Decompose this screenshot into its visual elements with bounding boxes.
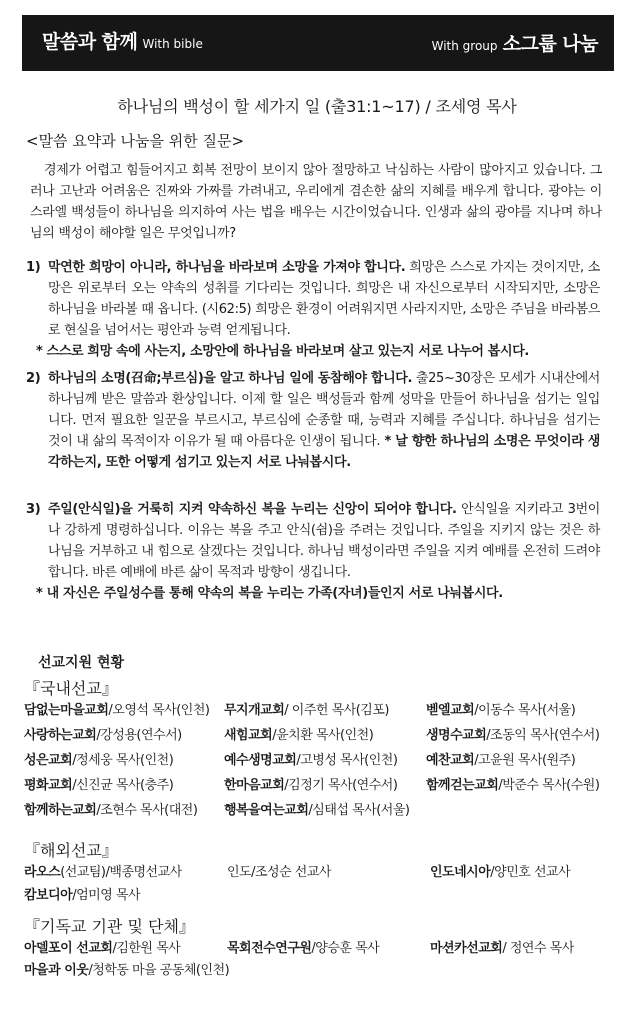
organizations-label: 『기독교 기관 및 단체』 <box>24 917 195 936</box>
church-name: 함께하는교회 <box>24 803 97 818</box>
header-banner <box>22 15 614 71</box>
mission-entry <box>24 727 182 745</box>
church-name: 새힘교회 <box>224 728 273 743</box>
mission-entry <box>224 802 409 820</box>
mission-entry <box>227 940 379 958</box>
missionary-name: /정세웅 목사(인천) <box>72 753 174 768</box>
country-name: 라오스 <box>24 865 61 880</box>
church-name: 함께걷는교회 <box>426 778 499 793</box>
missionary-name: /신진균 목사(충주) <box>72 778 174 793</box>
mission-entry <box>426 777 599 795</box>
church-name: 생명수교회 <box>426 728 487 743</box>
question-text: 안식일을 지키라고 3번이나 강하게 명령하십니다. 이유는 복을 주고 안식(쉼)을 주려는 것입니다. 주일을 지키지 않는 것은 하나님을 거부하고 내 힘으로 살겠다는 것입니다. 하나님 백성이라면 주일을 지켜 예배를 온전히 드려야 합니다. 바른 예배에 바른 삶이 목적과 방향이 생깁니다. <box>48 502 600 580</box>
question-body <box>48 368 600 473</box>
question-text: 희망은 스스로 가지는 것이지만, 소망은 위로부터 오는 약속의 성취를 기다리는 것입니다. 희망은 내 자신으로부터 시작되지만, 소망은 하나님을 바라볼 때 옵니다. (시62:5) 희망은 환경이 어려워지면 사라지지만, 소망은 주님을 바라봄으로 현실을 넘어서는 평안과 능력 얻게됩니다. <box>48 260 600 338</box>
missionary-name: /양승훈 목사 <box>311 941 380 956</box>
mission-entry <box>224 727 373 745</box>
mission-entry <box>24 702 209 720</box>
church-name: 사랑하는교회 <box>24 728 97 743</box>
mission-entry <box>24 864 182 882</box>
mission-entry <box>426 752 575 770</box>
question-body <box>48 257 600 341</box>
question-number: 2) <box>26 371 41 386</box>
organization-name: 마션카선교회 <box>430 941 503 956</box>
discussion-prompt: * 내 자신은 주일성수를 통해 약속의 복을 누리는 가족(자녀)들인지 서로 나눠봅시다. <box>36 586 503 601</box>
header-right <box>432 29 598 56</box>
church-name: 예수생명교회 <box>224 753 297 768</box>
organization-name: 아델포이 선교회 <box>24 941 113 956</box>
mission-entry <box>426 702 575 720</box>
domestic-missions-label: 『국내선교』 <box>24 679 118 698</box>
question-bold: 막연한 희망이 아니라, 하나님을 바라보며 소망을 가져야 합니다. <box>48 260 406 275</box>
mission-entry <box>24 802 197 820</box>
church-name: 담없는마을교회 <box>24 703 109 718</box>
missionary-name: /심태섭 목사(서울) <box>308 803 410 818</box>
question-2 <box>26 368 600 473</box>
missionary-name: /강성용(연수서) <box>96 728 182 743</box>
church-name: 평화교회 <box>24 778 73 793</box>
missionary-name: / 이주헌 목사(김포) <box>284 703 389 718</box>
church-name: 무지개교회 <box>224 703 285 718</box>
question-body <box>48 499 600 583</box>
missionary-name: (선교팀)/백종명선교사 <box>60 865 182 880</box>
missionary-name: / 정연수 목사 <box>502 941 574 956</box>
mission-entry <box>24 752 173 770</box>
missionary-name: 인도/조성순 선교사 <box>227 865 331 880</box>
missionary-name: /윤치환 목사(인천) <box>272 728 374 743</box>
mission-entry <box>430 940 574 958</box>
church-name: 성은교회 <box>24 753 73 768</box>
church-name: 행복을여는교회 <box>224 803 309 818</box>
header-right-korean: 소그룹 나눔 <box>502 33 598 55</box>
mission-entry <box>24 887 140 905</box>
mission-entry <box>227 864 331 882</box>
header-left-english: With bible <box>142 37 203 51</box>
missionary-name: /김정기 목사(연수서) <box>284 778 398 793</box>
mission-entry <box>224 752 397 770</box>
discussion-prompt: * 스스로 희망 속에 사는지, 소망안에 하나님을 바라보며 살고 있는지 서로 나누어 봅시다. <box>36 344 530 359</box>
missionary-name: /조동익 목사(연수서) <box>486 728 600 743</box>
missionary-name: /고윤원 목사(원주) <box>474 753 576 768</box>
mission-entry <box>430 864 570 882</box>
question-bold: 주일(안식일)을 거룩히 지켜 약속하신 복을 누리는 신앙이 되어야 합니다. <box>48 502 457 517</box>
discussion-prompt: * 날 향한 하나님의 소명은 무엇이라 생각하는지, 또한 어떻게 섬기고 있는지 서로 나눠봅시다. <box>48 434 600 470</box>
question-bold: 하나님의 소명(召命;부르심)을 알고 하나님 일에 동참해야 합니다. <box>48 371 413 386</box>
header-right-english: With group <box>431 39 498 53</box>
missionary-name: /김한원 목사 <box>112 941 181 956</box>
mission-entry <box>426 727 599 745</box>
overseas-missions-label: 『해외선교』 <box>24 841 118 860</box>
sermon-intro: 경제가 어렵고 힘들어지고 회복 전망이 보이지 않아 절망하고 낙심하는 사람이 많아지고 있습니다. 그러나 고난과 어려움은 진짜와 가짜를 가려내고, 우리에게 겸손한 삶의 지혜를 배우게 합니다. 광야는 이스라엘 백성들이 하나님을 의지하여 사는 법을 배우는 시간이었습니다. 인생과 삶의 광야를 지나며 하나님의 백성이 해야할 일은 무엇입니까? <box>30 163 602 241</box>
sermon-title: 하나님의 백성이 할 세가지 일 (출31:1~17) / 조세영 목사 <box>117 97 517 116</box>
question-number: 3) <box>26 502 41 517</box>
missionary-name: /이동수 목사(서울) <box>474 703 576 718</box>
header-left-korean: 말씀과 함께 <box>42 31 138 53</box>
missionary-name: /오영석 목사(인천) <box>108 703 210 718</box>
mission-entry <box>224 702 389 720</box>
church-name: 벧엘교회 <box>426 703 475 718</box>
missions-heading: 선교지원 현황 <box>38 655 125 671</box>
mission-entry <box>24 940 180 958</box>
question-number: 1) <box>26 260 41 275</box>
missionary-name: /박준수 목사(수원) <box>498 778 600 793</box>
organization-name: 마을과 이웃 <box>24 963 89 978</box>
missionary-name: /엄미영 목사 <box>72 888 141 903</box>
country-name: 캄보디아 <box>24 888 73 903</box>
mission-entry <box>24 777 173 795</box>
sermon-subheading: <말씀 요약과 나눔을 위한 질문> <box>26 132 245 150</box>
missionary-name: /양민호 선교사 <box>490 865 571 880</box>
question-1 <box>26 257 600 362</box>
country-name: 인도네시아 <box>430 865 491 880</box>
missionary-name: /청학동 마을 공동체(인천) <box>88 963 230 978</box>
missionary-name: /조현수 목사(대전) <box>96 803 198 818</box>
church-name: 한마음교회 <box>224 778 285 793</box>
missionary-name: /고병성 목사(인천) <box>296 753 398 768</box>
mission-entry <box>24 962 229 980</box>
church-name: 예찬교회 <box>426 753 475 768</box>
organization-name: 목회전수연구원 <box>227 941 312 956</box>
question-3 <box>26 499 600 604</box>
mission-entry <box>224 777 397 795</box>
question-text: 출25~30장은 모세가 시내산에서 하나님께 받은 말씀과 환상입니다. 이제 할 일은 백성들과 함께 성막을 만들어 하나님을 섬기는 일입니다. 먼저 필요한 일꾼을 부르시고, 부르심에 순종할 때, 능력과 지혜를 주십니다. 하나님을 섬기는 것이 내 삶의 목적이자 이유가 될 때 아름다운 인생이 됩니다. <box>48 371 600 449</box>
header-left <box>42 27 203 54</box>
